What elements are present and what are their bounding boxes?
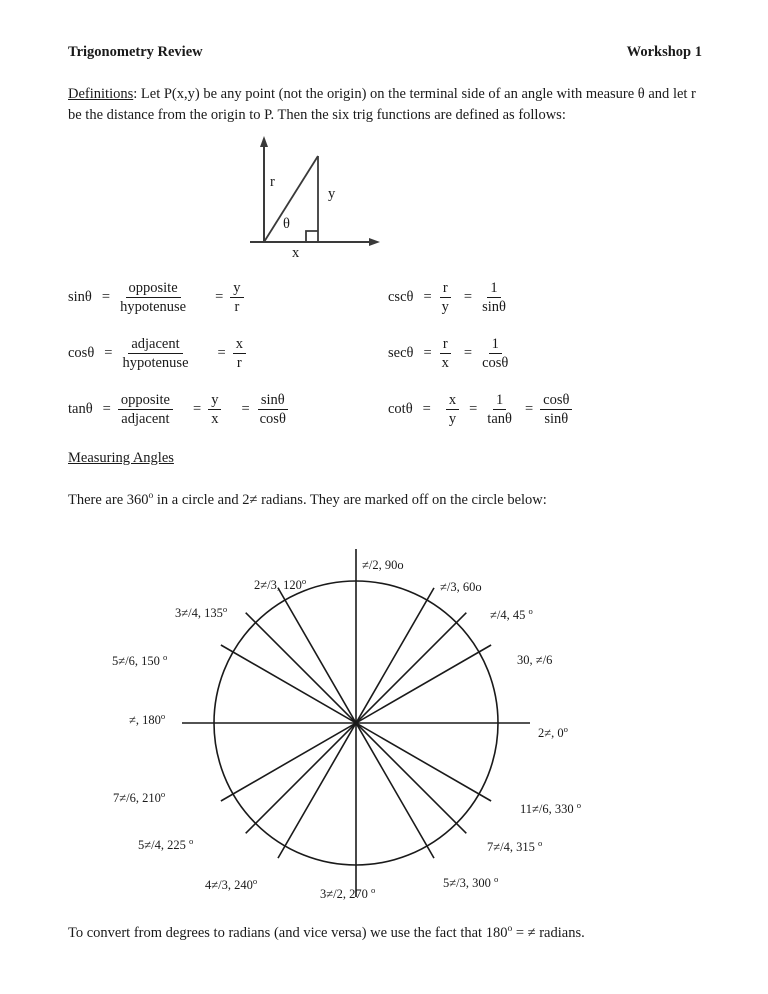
circle-label-angle-150: 5≠/6, 150 $^o$ (112, 651, 168, 668)
circle-label-angle-240: 4≠/3, 240$^o$ (205, 875, 258, 892)
formula-csc-name: cscθ (388, 289, 414, 306)
circle-label-angle-135: 3≠/4, 135$^o$ (175, 603, 228, 620)
circle-intro-degree-symbol: o (148, 491, 154, 502)
formula-cot-equals-3: = (524, 401, 534, 418)
definitions-paragraph (68, 84, 704, 126)
formula-csc-fraction-vars (439, 280, 452, 315)
formula-tan-fraction-words (118, 392, 173, 427)
measuring-angles-heading: Measuring Angles (68, 450, 174, 466)
definitions-text-line1: Let P(x,y) be any point (not the origin) on the terminal side of an angle with measure θ and (140, 86, 670, 102)
formula-sec-name: secθ (388, 345, 414, 362)
formula-cos-fraction-vars (233, 336, 246, 371)
formula-tan-denominator-word: adjacent (121, 411, 170, 428)
unit-circle-diagram (0, 540, 768, 910)
conversion-pre: To convert from degrees to radians (and vice versa) we use the fact that 180 (68, 925, 508, 941)
circle-label-angle-120: 2≠/3, 120$^o$ (254, 575, 307, 592)
circle-label-angle-90: ≠/2, 90o (362, 558, 404, 572)
circle-label-angle-300: 5≠/3, 300 $^o$ (443, 873, 499, 890)
circle-label-angle-45: ≠/4, 45 $^o$ (490, 605, 533, 622)
formula-tan-equals-1: = (102, 401, 111, 418)
circle-label-angle-225: 5≠/4, 225 $^o$ (138, 835, 194, 852)
formula-csc-fraction-identity (479, 280, 509, 315)
formula-tan-denominator-identity: cosθ (259, 411, 286, 428)
conversion-paragraph (68, 925, 585, 942)
formula-sec-denominator-var: x (441, 355, 449, 372)
formula-sin (68, 280, 244, 315)
formula-sin-fraction-words (117, 280, 189, 315)
formula-cot-name: cotθ (388, 401, 413, 418)
conversion-degree-symbol: o (507, 924, 513, 935)
formula-cos-numerator-word: adjacent (128, 336, 182, 354)
formula-cot-denominator-identity2: sinθ (544, 411, 569, 428)
formula-cos-numerator-var: x (233, 336, 246, 354)
formula-cos-denominator-word: hypotenuse (122, 355, 189, 372)
formula-cot-fraction-vars (446, 392, 459, 427)
formula-tan-equals-3: = (241, 401, 250, 418)
formula-csc-numerator-var: r (440, 280, 451, 298)
circle-label-angle-180: ≠, 180$^o$ (129, 710, 166, 727)
circle-label-angle-330: 11≠/6, 330 $^o$ (520, 799, 582, 816)
formula-tan-numerator-identity: sinθ (258, 392, 288, 410)
triangle-label-x: x (292, 245, 300, 261)
formula-tan-numerator-var: y (208, 392, 221, 410)
y-axis-arrowhead (260, 136, 268, 147)
formula-sec-fraction-identity (479, 336, 511, 371)
formula-sin-name: sinθ (68, 289, 92, 306)
formula-cos-denominator-var: r (236, 355, 242, 372)
triangle-label-r: r (270, 174, 275, 190)
formula-cos-equals-2: = (217, 345, 226, 362)
formula-cot-fraction-identity2 (540, 392, 572, 427)
formula-sec-equals-2: = (463, 345, 473, 362)
circle-intro-paragraph (68, 492, 547, 509)
circle-intro-post: in a circle and 2≠ radians. They are marked off on the circle below: (153, 492, 547, 508)
formula-csc-denominator-var: y (441, 299, 449, 316)
circle-label-angle-270: 3≠/2, 270 $^o$ (320, 884, 376, 901)
formula-tan-numerator-word: opposite (118, 392, 173, 410)
circle-intro-pre: There are 360 (68, 492, 149, 508)
formula-sec-numerator-var: r (440, 336, 451, 354)
formula-cot-denominator-var: y (448, 411, 457, 428)
formula-cot (388, 392, 572, 427)
right-angle-marker (306, 231, 318, 242)
document-header (68, 44, 702, 61)
circle-label-angle-315: 7≠/4, 315 $^o$ (487, 837, 543, 854)
formula-cot-denominator-identity: tanθ (487, 411, 512, 428)
x-axis-arrowhead (369, 238, 380, 246)
hypotenuse-line (264, 156, 318, 242)
formula-tan-name: tanθ (68, 401, 93, 418)
formula-tan-fraction-vars (208, 392, 221, 427)
trig-formulas-block (0, 276, 768, 441)
definitions-label: Definitions (68, 86, 134, 102)
formula-csc-denominator-identity: sinθ (482, 299, 506, 316)
measuring-angles-heading-wrap (68, 450, 174, 467)
formula-cos (68, 336, 246, 371)
formula-sin-numerator-word: opposite (126, 280, 181, 298)
formula-cot-numerator-identity: 1 (493, 392, 506, 410)
formula-sec-equals-1: = (423, 345, 432, 362)
formula-sec-fraction-vars (439, 336, 452, 371)
formula-sin-denominator-word: hypotenuse (120, 299, 187, 316)
circle-label-angle-60: ≠/3, 60o (440, 580, 482, 594)
circle-label-angle-30: 30, ≠/6 (517, 653, 553, 667)
formula-tan (68, 392, 289, 427)
formula-cos-name: cosθ (68, 345, 95, 362)
formula-cos-fraction-words (119, 336, 191, 371)
triangle-label-theta: θ (283, 216, 290, 232)
formula-sin-equals-2: = (215, 289, 224, 306)
formula-tan-fraction-identity (257, 392, 289, 427)
formula-sin-equals-1: = (101, 289, 111, 306)
unit-circle-spokes (182, 549, 530, 897)
formula-tan-equals-2: = (193, 401, 202, 418)
conversion-post: = ≠ radians. (512, 925, 585, 941)
formula-csc-equals-2: = (463, 289, 473, 306)
triangle-svg (240, 132, 440, 270)
formula-sec-numerator-identity: 1 (489, 336, 502, 354)
unit-circle-svg (0, 540, 768, 910)
circle-label-angle-210: 7≠/6, 210$^o$ (113, 788, 166, 805)
circle-label-angle-0: 2≠, 0$^o$ (538, 723, 568, 740)
document-title: Trigonometry Review (68, 44, 203, 60)
formula-sin-denominator-var: r (234, 299, 240, 316)
formula-sec (388, 336, 511, 371)
formula-tan-denominator-var: x (211, 411, 219, 428)
formula-sec-denominator-identity: cosθ (482, 355, 509, 372)
formula-cot-numerator-identity2: cosθ (540, 392, 572, 410)
formula-cot-numerator-var: x (446, 392, 459, 410)
formula-cos-equals-1: = (104, 345, 113, 362)
formula-sin-fraction-vars (230, 280, 243, 315)
formula-cot-equals-1: = (422, 401, 431, 418)
formula-sin-numerator-var: y (230, 280, 243, 298)
formula-csc-numerator-identity: 1 (487, 280, 500, 298)
definitions-colon: : (133, 86, 138, 102)
formula-cot-fraction-identity (484, 392, 515, 427)
triangle-label-y: y (328, 186, 336, 202)
formula-csc-equals-1: = (423, 289, 432, 306)
definitions-text-line2: let r be the distance from the origin to P. Then the six trig functions are defined as follows: (68, 86, 696, 123)
formula-cot-equals-2: = (469, 401, 478, 418)
formula-csc (388, 280, 509, 315)
workshop-number: Workshop 1 (626, 44, 702, 60)
right-triangle-diagram (240, 132, 440, 270)
